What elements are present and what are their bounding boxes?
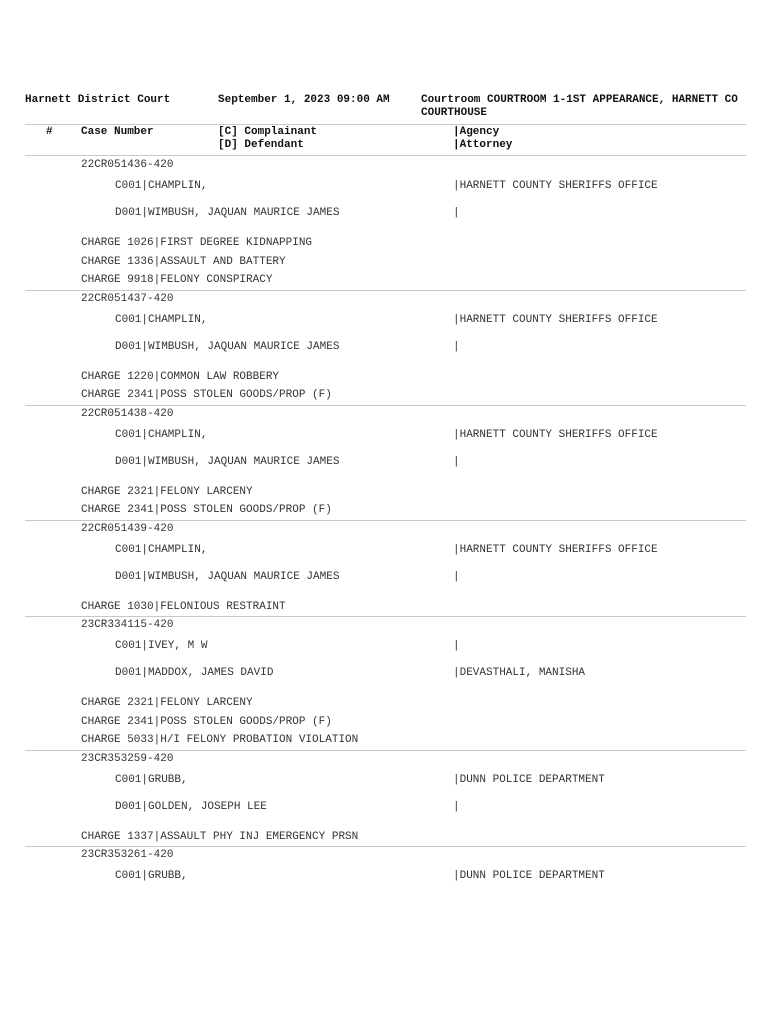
defendant-attorney: | [453,340,460,353]
court-name: Harnett District Court [25,94,171,106]
defendant-row [25,335,746,362]
complainant-agency: |HARNETT COUNTY SHERIFFS OFFICE [453,313,658,326]
col-number: # [46,126,53,138]
charge-row [25,483,746,502]
case-number: 23CR334115-420 [81,619,174,631]
complainant-name: C001|GRUBB, [115,773,188,786]
header-divider [25,124,746,125]
complainant-name: C001|GRUBB, [115,870,188,882]
complainant-row [25,768,746,795]
col-complainant: [C] Complainant [218,126,318,138]
case-number: 23CR353261-420 [81,849,174,861]
defendant-attorney: |DEVASTHALI, MANISHA [453,667,586,679]
session-datetime: September 1, 2023 09:00 AM [218,94,390,106]
charge-row [25,694,746,713]
charge-text: CHARGE 2341|POSS STOLEN GOODS/PROP (F) [81,389,332,401]
complainant-name: C001|CHAMPLIN, [115,543,208,556]
complainant-name: C001|CHAMPLIN, [115,313,208,326]
defendant-name: D001|MADDOX, JAMES DAVID [115,667,274,679]
case-entry [25,751,746,848]
charge-text: CHARGE 2321|FELONY LARCENY [81,485,253,498]
complainant-agency: |HARNETT COUNTY SHERIFFS OFFICE [453,428,658,441]
charge-row [25,501,746,520]
complainant-row [25,423,746,450]
defendant-name: D001|GOLDEN, JOSEPH LEE [115,800,267,813]
complainant-row [25,174,746,201]
charge-row [25,598,746,617]
charge-text: CHARGE 2321|FELONY LARCENY [81,697,253,709]
charge-text: CHARGE 2341|POSS STOLEN GOODS/PROP (F) [81,504,332,516]
case-entry [25,617,746,751]
charge-row [25,368,746,387]
column-header-divider [25,155,746,156]
complainant-agency: |HARNETT COUNTY SHERIFFS OFFICE [453,180,658,192]
charge-text: CHARGE 1337|ASSAULT PHY INJ EMERGENCY PRSN [81,830,359,843]
col-agency: |Agency [453,126,500,138]
defendant-row [25,795,746,822]
charge-row [25,828,746,847]
complainant-agency: |DUNN POLICE DEPARTMENT [453,870,605,882]
complainant-agency: | [453,640,460,652]
complainant-row [25,864,746,891]
complainant-agency: |HARNETT COUNTY SHERIFFS OFFICE [453,543,658,556]
charge-row [25,713,746,732]
case-number: 22CR051439-420 [81,522,174,535]
complainant-name: C001|IVEY, M W [115,640,208,652]
complainant-name: C001|CHAMPLIN, [115,428,208,441]
defendant-name: D001|WIMBUSH, JAQUAN MAURICE JAMES [115,207,340,219]
charge-text: CHARGE 1220|COMMON LAW ROBBERY [81,370,280,383]
case-entry [25,521,746,618]
charge-row [25,271,746,290]
case-entry [25,847,746,891]
defendant-attorney: | [453,800,460,813]
charge-row [25,731,746,750]
defendant-row [25,450,746,477]
defendant-name: D001|WIMBUSH, JAQUAN MAURICE JAMES [115,455,340,468]
charge-row [25,234,746,253]
defendant-attorney: | [453,570,460,583]
complainant-name: C001|CHAMPLIN, [115,180,208,192]
defendant-row [25,565,746,592]
case-number: 22CR051436-420 [81,159,174,171]
case-number: 23CR353259-420 [81,752,174,765]
charge-text: CHARGE 9918|FELONY CONSPIRACY [81,274,273,286]
col-case-number: Case Number [81,126,154,138]
case-entry [25,291,746,406]
case-list [0,157,768,891]
case-number: 22CR051438-420 [81,407,174,420]
complainant-row [25,634,746,661]
col-defendant: [D] Defendant [218,139,304,151]
defendant-name: D001|WIMBUSH, JAQUAN MAURICE JAMES [115,340,340,353]
charge-text: CHARGE 5033|H/I FELONY PROBATION VIOLATION [81,734,359,746]
defendant-row [25,661,746,688]
case-entry [25,406,746,521]
defendant-attorney: | [453,455,460,468]
defendant-name: D001|WIMBUSH, JAQUAN MAURICE JAMES [115,570,340,583]
charge-row [25,253,746,272]
charge-text: CHARGE 2341|POSS STOLEN GOODS/PROP (F) [81,715,332,728]
case-entry [25,157,746,291]
defendant-attorney: | [453,207,460,219]
col-attorney: |Attorney [453,139,513,151]
charge-text: CHARGE 1026|FIRST DEGREE KIDNAPPING [81,237,313,249]
charge-text: CHARGE 1030|FELONIOUS RESTRAINT [81,600,286,613]
defendant-row [25,201,746,228]
complainant-row [25,308,746,335]
complainant-agency: |DUNN POLICE DEPARTMENT [453,773,605,786]
courtroom-name: Courtroom COURTROOM 1-1ST APPEARANCE, HARNETT CO COURTHOUSE [421,94,738,119]
complainant-row [25,538,746,565]
charge-text: CHARGE 1336|ASSAULT AND BATTERY [81,255,286,268]
case-number: 22CR051437-420 [81,292,174,305]
charge-row [25,386,746,405]
